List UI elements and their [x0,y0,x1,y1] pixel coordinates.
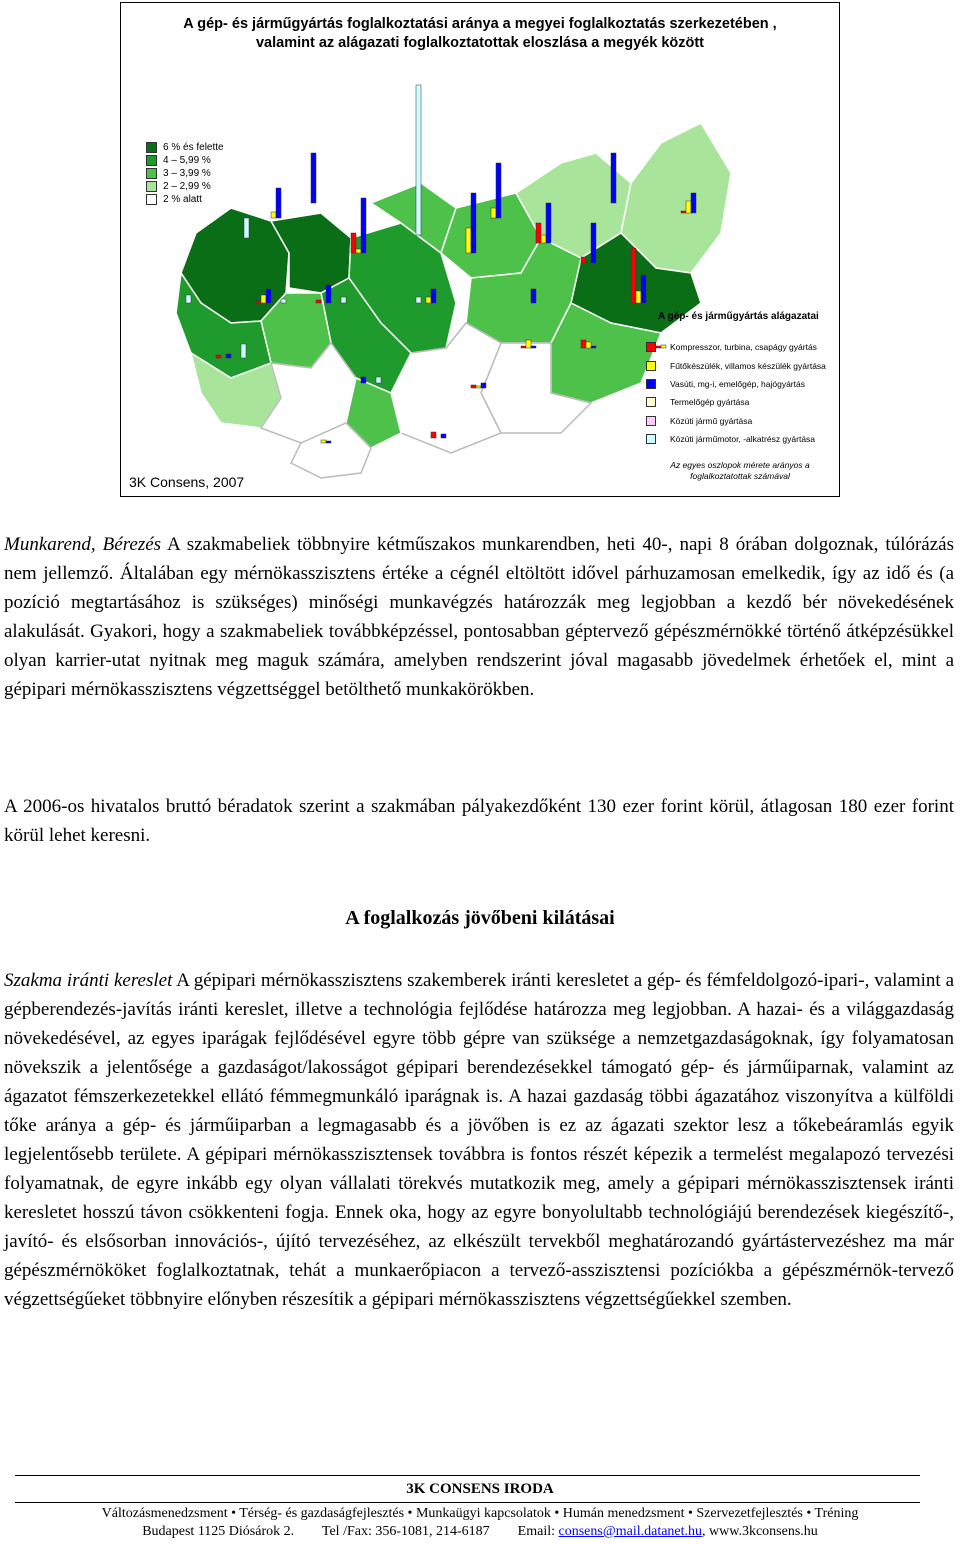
sector-bar [531,346,536,348]
section-heading: A foglalkozás jövőbeni kilátásai [345,907,615,929]
sector-bar [361,198,366,253]
sector-bar [466,228,471,253]
sector-legend-item: Termelőgép gyártása [646,393,826,411]
footer-rule [15,1475,920,1476]
legend-swatch [146,142,157,153]
sector-bar [476,386,481,388]
legend-swatch [146,194,157,205]
sector-bar [281,299,286,303]
paragraph-lead: Szakma iránti kereslet [4,970,173,991]
footer-web: , www.3kconsens.hu [702,1524,818,1539]
legend-swatch [646,434,656,444]
footer-address: Budapest 1125 Diósárok 2. [142,1524,295,1539]
sector-legend-item: Fűtőkészülék, villamos készülék gyártása [646,356,826,374]
footer-services: Változásmenedzsment • Térség- és gazdaságfejlesztés • Munkaügyi kapcsolatok • Humán menedzsment • Szervezetfejlesztés • Tréning [101,1506,859,1521]
footer-phone: Tel /Fax: 356-1081, 214-6187 [321,1524,490,1539]
sector-bar [431,432,436,438]
sector-bar [581,340,586,348]
sector-bar [276,188,281,218]
legend-swatch [146,181,157,192]
share-legend-item: 3 – 3,99 % [146,167,224,180]
sector-bar [426,297,431,303]
sector-bar [526,340,531,348]
sector-legend-item: Vasúti, mg-i, emelőgép, hajógyártás [646,375,826,393]
share-legend-item: 6 % és felette [146,141,224,154]
sector-bar [586,342,591,348]
sector-bar [481,383,486,388]
sector-legend-item: Kompresszor, turbina, csapágy gyártás [646,338,826,356]
sector-legend-item: Közúti járműmotor, -alkatrész gyártása [646,430,826,448]
sector-bar [216,355,221,358]
figure-credit: 3K Consens, 2007 [129,474,245,490]
sector-bar [226,354,231,358]
sector-bar [546,203,551,243]
sector-bar [496,163,501,218]
legend-swatch [146,168,157,179]
footer-email-label: Email: [517,1524,559,1539]
share-legend-item: 2 % alatt [146,193,224,206]
sector-bar [536,223,541,243]
sector-bar [521,346,526,348]
sector-bar [686,201,691,213]
sector-bar [431,289,436,303]
footer-email-link[interactable]: consens@mail.datanet.hu [558,1524,703,1539]
paragraph-salary: A 2006-os hivatalos bruttó béradatok szerint a szakmában pályakezdőként 130 ezer forint körül, átlagosan 180 ezer forint körül lehet keresni. [4,796,954,846]
legend-swatch [646,361,656,371]
employment-map-figure [120,2,840,497]
legend-swatch [646,416,656,426]
sector-bar [341,297,346,303]
sector-bar [186,295,191,303]
sector-bar [321,440,326,443]
sector-bar [611,153,616,203]
sector-bar [266,289,271,303]
sector-bar [256,301,261,303]
sector-bar [311,153,316,203]
footer-title: 3K CONSENS IRODA [406,1481,554,1497]
sector-bar [641,275,646,303]
sector-bar [316,300,321,303]
paragraph-work-schedule: Munkarend, Bérezés A szakmabeliek többnyire kétműszakos munkarendben, heti 40-, napi 8 órában dolgoznak, túlórázás nem jellemző. Általában egy mérnökasszisztens értéke a cégnél eltöltött idővel párhuzamosan emelkedik, így az idő és (a pozíció megtartásához is szükséges) minőségi munkavégzés határozzák meg legjobban a kezdő bér növekedésének alakulását. Gyakori, hogy a szakmabeliek továbbképzéssel, pontosabban géptervező gépészmérnökké történő átképzésükkel olyan karrier-utat nyitnak meg maguk számára, amelyben rendszerint jóval magasabb jövedelmek érhetőek el, mint a gépipari mérnökasszisztens végzettséggel betölthető munkakörökben. [4,534,954,700]
sector-bar [631,248,636,303]
footer-contact [0,1524,960,1540]
sector-bar [681,211,686,213]
sector-bar [326,441,331,443]
figure-title: A gép- és járműgyártás foglalkoztatási aránya a megyei foglalkoztatás szerkezetében , valamint az alágazati foglalkoztatottak eloszlása a megyék között [183,16,777,51]
paragraph-demand: Szakma iránti kereslet A gépipari mérnökasszisztens szakemberek iránti keresletet a gép- és fémfeldolgozó-ipari-, valamint a gépberendezés-javítás iránti kereslet, illetve a technológia fejlődése határozza meg legjobban. A hazai- és a világgazdaság növekedésével, az egyes iparágak fejlődésével egyre több gépre van szüksége a nemzetgazdaságoknak, így folyamatosan növekszik a jelentősége a gazdaságot/lakosságot gépipari berendezésekkel támogató gép- és járműiparnak, valamint az ágazatot fémszerkezetekkel ellátó fémmegmunkáló iparágnak is. A hazai gazdaság többi ágazatához viszonyítva a külföldi tőke aránya a gép- és járműiparban a legmagasabb és a jövőben is ez az ágazati szektor lesz a tőkebeáramlás egyik legjelentősebb területe. A gépipari mérnökasszisztensek továbbra is fontos részét képezik a termelést megalapozó tervezési folyamatnak, de egyre inkább egy olyan vállalati törekvés mutatkozik meg, amely a gépipari mérnökasszisztensek iránti keresletet hosszú távon csökkenteni fogja. Ennek oka, hogy az egyre bonyolultabb technológiájú berendezések kiegészítő-, javító- és elsősorban innovációs-, újító tervezéséhez, az elkészült tervekből meghatározandó gyártástervezéshez ma már gépészmérnököket foglalkoztatnak, tehát a munkaerőpiacon a tervező-asszisztensi pozíciókba a gépészmérnök-tervező végzettségűeket többnyire előnyben részesítik a gépipari mérnökasszisztens végzettségűekkel szemben. [4,970,955,1310]
legend-swatch [646,379,656,389]
sector-bar [351,233,356,253]
sector-bar [361,377,366,383]
sector-bar [326,285,331,303]
sector-bar [241,344,246,358]
sector-bar [531,289,536,303]
paragraph-lead: Munkarend, Bérezés [4,534,162,555]
sector-bar [591,223,596,263]
share-legend-item: 4 – 5,99 % [146,154,224,167]
sector-bar [491,208,496,218]
sector-bar [581,257,586,263]
sector-bar [591,346,596,348]
sector-bar [416,297,421,303]
sector-bar [691,193,696,213]
sector-bar [441,434,446,438]
sector-bar [356,249,361,253]
sector-bar [244,218,249,238]
sector-bar [471,193,476,253]
sector-legend [646,311,826,448]
sector-bar [471,385,476,388]
sector-bar [261,295,266,303]
legend-swatch [146,155,157,166]
legend-swatch [646,342,656,352]
bar-size-note: Az egyes oszlopok mérete arányos a foglalkoztatottak számával [670,460,810,481]
sector-legend-title: A gép- és járműgyártás alágazatai [658,311,819,322]
legend-swatch [646,397,656,407]
sector-legend-item: Közúti jármű gyártása [646,412,826,430]
share-legend-item: 2 – 2,99 % [146,180,224,193]
footer-rule [15,1502,920,1503]
sector-bar [541,235,546,243]
share-legend [146,141,224,206]
sector-bar [636,291,641,303]
sector-bar [416,85,421,235]
sector-bar [376,377,381,383]
sector-bar [271,212,276,218]
